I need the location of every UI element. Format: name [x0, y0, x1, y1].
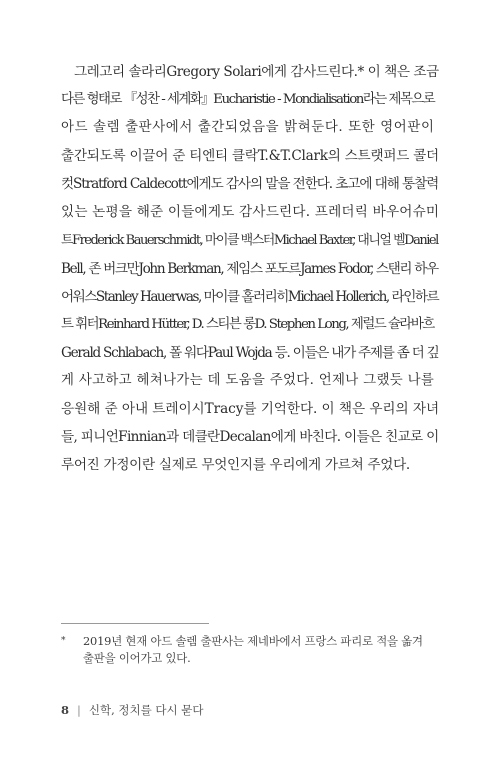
text-line — [61, 198, 439, 226]
text-line-content: 트Frederick Bauerschmidt, 마이클 백스터Michael Baxter, 대니얼 벨Daniel — [61, 232, 438, 248]
footnote-line — [61, 650, 439, 667]
text-line-content: 출간되도록 이끌어 준 티엔티 클락T.&T.Clark의 스트랫퍼드 콜더 — [61, 148, 439, 165]
text-line-content: 아드 솔렘 출판사에서 출간되었음을 밝혀둔다. 또한 영어판이 — [61, 120, 435, 136]
text-line-content: 응원해 준 아내 트레이시Tracy를 기억한다. 이 책은 우리의 자녀 — [61, 401, 440, 418]
text-line — [61, 339, 439, 367]
text-line — [61, 58, 439, 86]
text-line-content: 어워스Stanley Hauerwas, 마이클 홀러리히Michael Hollerich, 라인하르 — [61, 288, 439, 305]
body-paragraph — [61, 58, 439, 479]
text-line — [61, 142, 439, 170]
text-line — [61, 255, 439, 283]
text-line-content: 게 사고하고 헤쳐나가는 데 도움을 주었다. 언제나 그랬듯 나를 — [61, 373, 435, 389]
footnote-line — [61, 633, 439, 650]
page-number: 8 — [61, 703, 70, 717]
footnote-divider — [61, 623, 209, 624]
text-line-content: 그레고리 솔라리Gregory Solari에게 감사드린다.* 이 책은 조금 — [74, 64, 439, 80]
footer-separator: | — [77, 703, 81, 717]
footnote-marker: * — [61, 636, 66, 646]
text-line — [61, 395, 439, 423]
text-line — [61, 86, 439, 114]
text-line — [61, 170, 439, 198]
text-line-content: Bell, 존 버크만John Berkman, 제임스 포도르James Fodor, 스탠리 하우 — [61, 260, 438, 277]
text-line-content: 트 휘터Reinhard Hütter, D. 스티븐 롱D. Stephen Long, 제럴드 슐라바흐 — [61, 316, 434, 332]
text-line — [61, 114, 439, 142]
running-footer — [61, 702, 204, 718]
footnote — [61, 633, 439, 667]
text-line-content: 컷Stratford Caldecott에게도 감사의 말을 전한다. 초고에 대해 통찰력 — [61, 176, 439, 193]
text-line — [61, 227, 439, 255]
footnote-text: 2019년 현재 아드 솔렘 출판사는 제네바에서 프랑스 파리로 적을 옮겨 — [83, 634, 423, 648]
text-line-content: 있는 논평을 해준 이들에게도 감사드린다. 프레더릭 바우어슈미 — [61, 204, 440, 221]
text-line — [61, 367, 439, 395]
text-line — [61, 451, 439, 479]
footnote-text: 출판을 이어가고 있다. — [83, 651, 191, 665]
text-line — [61, 311, 439, 339]
text-line — [61, 423, 439, 451]
text-line — [61, 283, 439, 311]
book-title: 신학, 정치를 다시 묻다 — [88, 703, 204, 717]
text-line-content: 들, 피니언Finnian과 데클란Decalan에게 바친다. 이들은 친교로 이 — [61, 429, 439, 446]
text-line-content: 다른 형태로 『성찬 - 세계화』Eucharistie - Mondialisation라는 제목으로 — [61, 92, 435, 108]
text-line-content: 루어진 가정이란 실제로 무엇인지를 우리에게 가르쳐 주었다. — [61, 457, 410, 474]
text-line-content: Gerald Schlabach, 폴 워다Paul Wojda 등. 이들은 내가 주제를 좀 더 깊 — [61, 344, 439, 361]
